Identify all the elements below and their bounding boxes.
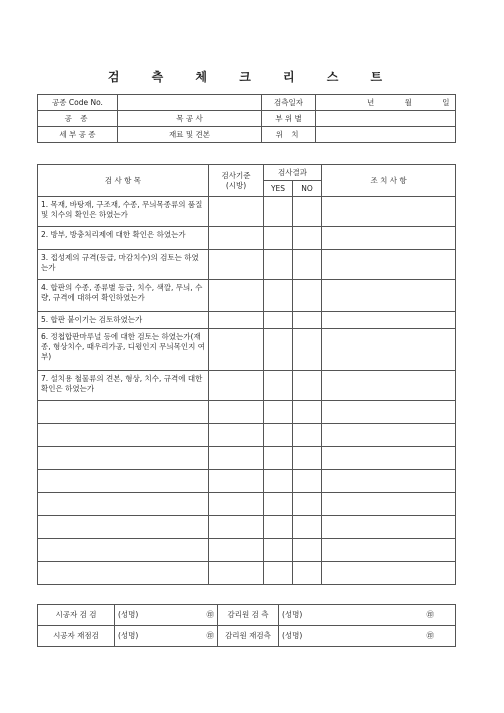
page-title: 검 측 체 크 리 스 트 — [107, 70, 397, 84]
no-cell[interactable] — [293, 516, 322, 539]
col-header-no: NO — [293, 181, 322, 197]
supervisor-reinspection-label: 감리원 재검측 — [218, 626, 279, 647]
no-cell[interactable] — [293, 447, 322, 470]
detail-work-type-value[interactable]: 재료 및 견본 — [118, 127, 262, 143]
yes-cell[interactable] — [264, 470, 293, 493]
check-item-text: 6. 정첩합판마루널 등에 대한 검토는 하였는가(재종, 형상치수, 때우리가공, 디윙인지 무늬목인지 여부) — [38, 329, 209, 371]
item-cell[interactable] — [38, 516, 209, 539]
criteria-cell[interactable] — [209, 516, 264, 539]
code-label: 공종 Code No. — [38, 95, 118, 111]
criteria-cell[interactable] — [209, 562, 264, 585]
criteria-cell[interactable] — [209, 470, 264, 493]
yes-cell[interactable] — [264, 493, 293, 516]
yes-cell[interactable] — [264, 539, 293, 562]
header-row-work-type — [38, 111, 456, 127]
signature-row-reinspection — [38, 626, 456, 647]
action-cell[interactable] — [322, 401, 456, 424]
date-month-unit: 월 — [404, 97, 412, 107]
check-item-text: 7. 설치용 철물류의 견본, 형상, 치수, 규격에 대한 확인은 하였는가 — [38, 371, 209, 401]
yes-cell[interactable] — [264, 280, 293, 312]
action-cell[interactable] — [322, 227, 456, 250]
header-table — [37, 94, 456, 143]
work-type-value[interactable]: 목 공 사 — [118, 111, 262, 127]
yes-cell[interactable] — [264, 447, 293, 470]
col-header-result: 검사결과 — [264, 165, 322, 181]
no-cell[interactable] — [293, 197, 322, 227]
location-label: 위 치 — [262, 127, 316, 143]
action-cell[interactable] — [322, 312, 456, 329]
no-cell[interactable] — [293, 401, 322, 424]
supervisor-reinspection-sign[interactable] — [279, 626, 456, 647]
yes-cell[interactable] — [264, 401, 293, 424]
action-cell[interactable] — [322, 329, 456, 371]
no-cell[interactable] — [293, 539, 322, 562]
criteria-cell[interactable] — [209, 250, 264, 280]
yes-cell[interactable] — [264, 371, 293, 401]
checklist-row — [38, 250, 456, 280]
yes-cell[interactable] — [264, 562, 293, 585]
check-item-text: 3. 접성제의 규격(등급, 마감치수)의 검토는 하였는가 — [38, 250, 209, 280]
yes-cell[interactable] — [264, 312, 293, 329]
no-cell[interactable] — [293, 280, 322, 312]
checklist-row — [38, 197, 456, 227]
item-cell[interactable] — [38, 493, 209, 516]
item-cell[interactable] — [38, 562, 209, 585]
checklist-row — [38, 280, 456, 312]
supervisor-inspection-label: 감리원 검 측 — [218, 605, 279, 626]
criteria-cell[interactable] — [209, 197, 264, 227]
seal-mark: ㊞ — [426, 610, 434, 619]
checklist-row — [38, 227, 456, 250]
inspection-date-value[interactable] — [316, 95, 456, 111]
criteria-cell[interactable] — [209, 280, 264, 312]
supervisor-inspection-sign[interactable] — [279, 605, 456, 626]
col-header-item: 검 사 항 목 — [38, 165, 209, 197]
criteria-cell[interactable] — [209, 227, 264, 250]
no-cell[interactable] — [293, 562, 322, 585]
part-value[interactable] — [316, 111, 456, 127]
action-cell[interactable] — [322, 447, 456, 470]
yes-cell[interactable] — [264, 227, 293, 250]
checklist-row — [38, 329, 456, 371]
col-header-criteria — [209, 165, 264, 197]
date-year-unit: 년 — [367, 97, 375, 107]
seal-mark: ㊞ — [206, 631, 214, 640]
no-cell[interactable] — [293, 371, 322, 401]
criteria-cell[interactable] — [209, 401, 264, 424]
empty-row — [38, 447, 456, 470]
action-cell[interactable] — [322, 539, 456, 562]
empty-row — [38, 562, 456, 585]
yes-cell[interactable] — [264, 424, 293, 447]
empty-row — [38, 401, 456, 424]
code-value[interactable] — [118, 95, 262, 111]
contractor-reinspection-label: 시공자 재점검 — [38, 626, 115, 647]
detail-work-type-label: 세 부 공 종 — [38, 127, 118, 143]
yes-cell[interactable] — [264, 329, 293, 371]
no-cell[interactable] — [293, 250, 322, 280]
empty-row — [38, 424, 456, 447]
contractor-inspection-label: 시공자 검 검 — [38, 605, 115, 626]
item-cell[interactable] — [38, 401, 209, 424]
name-placeholder: (성명) — [118, 631, 139, 640]
work-type-label: 공 종 — [38, 111, 118, 127]
criteria-cell[interactable] — [209, 312, 264, 329]
no-cell[interactable] — [293, 493, 322, 516]
signature-table — [37, 604, 456, 647]
check-item-text: 1. 목재, 바탕재, 구조재, 수종, 무늬목종류의 품질 및 치수의 확인은 하였는가 — [38, 197, 209, 227]
yes-cell[interactable] — [264, 250, 293, 280]
name-placeholder: (성명) — [118, 610, 139, 619]
action-cell[interactable] — [322, 371, 456, 401]
name-placeholder: (성명) — [282, 610, 303, 619]
criteria-cell[interactable] — [209, 371, 264, 401]
action-cell[interactable] — [322, 280, 456, 312]
no-cell[interactable] — [293, 312, 322, 329]
empty-row — [38, 539, 456, 562]
empty-row — [38, 470, 456, 493]
checklist-header-row — [38, 165, 456, 181]
criteria-cell[interactable] — [209, 424, 264, 447]
item-cell[interactable] — [38, 470, 209, 493]
checklist-row — [38, 371, 456, 401]
empty-row — [38, 493, 456, 516]
criteria-cell[interactable] — [209, 493, 264, 516]
checklist-row — [38, 312, 456, 329]
col-header-action: 조 치 사 항 — [322, 165, 456, 197]
action-cell[interactable] — [322, 250, 456, 280]
item-cell[interactable] — [38, 447, 209, 470]
check-item-text: 4. 합판의 수종, 종류별 등급, 치수, 색깔, 무늬, 수량, 규격에 대하여 확인하였는가 — [38, 280, 209, 312]
check-item-text: 2. 방부, 방충처리제에 대한 확인은 하였는가 — [38, 227, 209, 250]
action-cell[interactable] — [322, 562, 456, 585]
criteria-cell[interactable] — [209, 447, 264, 470]
part-label: 부 위 별 — [262, 111, 316, 127]
seal-mark: ㊞ — [426, 631, 434, 640]
inspection-date-label: 검측일자 — [262, 95, 316, 111]
item-cell[interactable] — [38, 539, 209, 562]
no-cell[interactable] — [293, 227, 322, 250]
yes-cell[interactable] — [264, 197, 293, 227]
location-value[interactable] — [316, 127, 456, 143]
no-cell[interactable] — [293, 470, 322, 493]
criteria-cell[interactable] — [209, 539, 264, 562]
empty-row — [38, 516, 456, 539]
seal-mark: ㊞ — [206, 610, 214, 619]
header-row-detail — [38, 127, 456, 143]
criteria-subtitle: (시방) — [225, 180, 247, 190]
header-row-code — [38, 95, 456, 111]
item-cell[interactable] — [38, 424, 209, 447]
signature-row-inspection — [38, 605, 456, 626]
action-cell[interactable] — [322, 516, 456, 539]
checklist-table — [37, 164, 456, 585]
contractor-reinspection-sign[interactable] — [115, 626, 218, 647]
criteria-cell[interactable] — [209, 329, 264, 371]
contractor-inspection-sign[interactable] — [115, 605, 218, 626]
name-placeholder: (성명) — [282, 631, 303, 640]
check-item-text: 5. 합판 붙이기는 검토하였는가 — [38, 312, 209, 329]
no-cell[interactable] — [293, 329, 322, 371]
action-cell[interactable] — [322, 197, 456, 227]
no-cell[interactable] — [293, 424, 322, 447]
action-cell[interactable] — [322, 493, 456, 516]
date-day-unit: 일 — [442, 97, 450, 107]
col-header-yes: YES — [264, 181, 293, 197]
action-cell[interactable] — [322, 424, 456, 447]
criteria-title: 검사기준 — [221, 170, 251, 180]
action-cell[interactable] — [322, 470, 456, 493]
yes-cell[interactable] — [264, 516, 293, 539]
